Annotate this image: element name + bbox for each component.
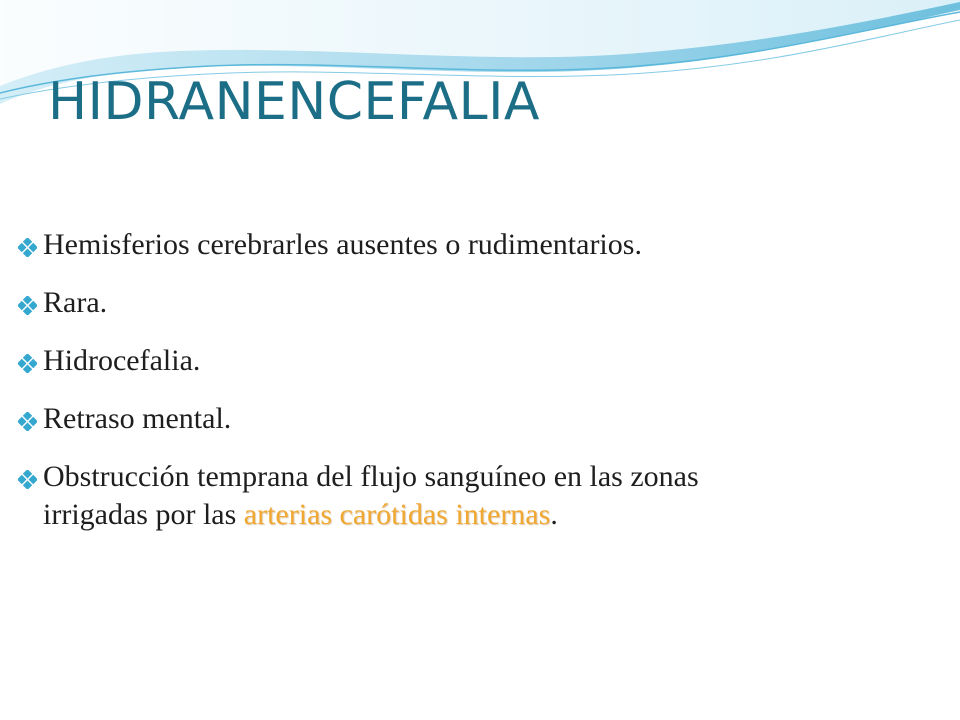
bullet-text: Hemisferios cerebrarles ausentes o rudimentarios. [43,228,642,261]
bullet-item [18,226,948,264]
bullet-text: Hidrocefalia. [43,344,201,377]
bullet-item [18,342,948,380]
bullet-text: Retraso mental. [43,402,232,435]
diamond-bullet-icon [18,296,37,315]
diamond-bullet-icon [18,412,37,431]
bullet-item [18,400,948,438]
bullet-text-line-1: Obstrucción temprana del flujo sanguíneo en las zonas [43,460,699,493]
highlighted-term: arterias carótidas internas [243,498,551,531]
slide-title: HIDRANENCEFALIA [48,72,540,132]
bullet-text: Rara. [43,286,108,319]
bullet-text-prefix: irrigadas por las [43,498,244,531]
bullet-text-line-2 [43,496,948,534]
diamond-bullet-icon [18,238,37,257]
bullet-text-suffix: . [550,498,558,531]
bullet-item [18,284,948,322]
bullet-item [18,458,948,534]
diamond-bullet-icon [18,470,37,489]
diamond-bullet-icon [18,354,37,373]
bullet-list [18,226,948,554]
